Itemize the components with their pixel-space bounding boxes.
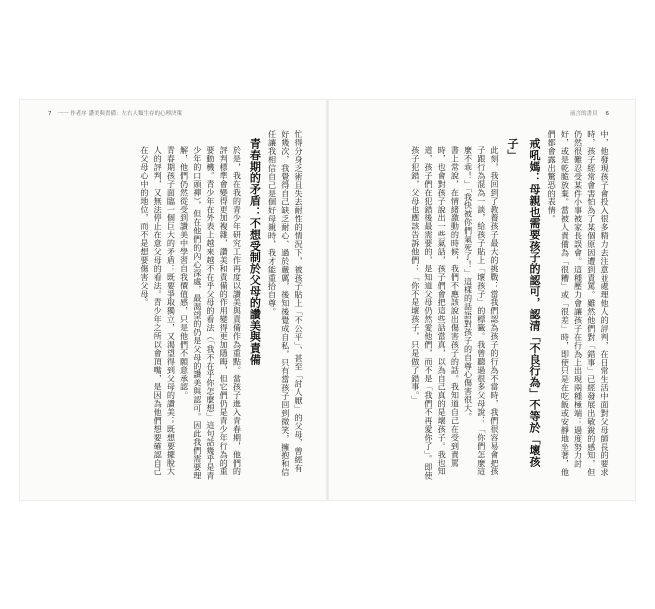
- left-page: [20, 100, 327, 500]
- right-page-body: [349, 130, 611, 480]
- left-page-number: 7: [48, 111, 52, 117]
- right-paragraph-2: 此刻，我回到了教養孩子最大的挑戰：當我們認為孩子的行為不當時，我們很容易會把孩子跟行為混為一談，給孩子貼上「壞孩子」的標籤。我曾聽過很多父母說：「你們怎麼這麼不乖！」「我快被你們氣死了！」這樣的話語對孩子的自尊心傷害很大。: [463, 146, 500, 476]
- left-running-head-text: 一一 作者序 讚美與責備：左右人類生存的心理決策: [57, 111, 182, 117]
- right-running-head-text: 前言的書頁: [569, 111, 598, 117]
- book-spread: [20, 100, 635, 500]
- right-section-heading: 戒吼媽：母親也需要孩子的認可，認清「不良行為」不等於「壞孩子」: [505, 138, 541, 468]
- right-page: [328, 100, 635, 500]
- right-paragraph-3: 書上常說，在情緒激動的時候，我們不應該說出傷害孩子的話。我知道自己在受到責罵時，也會對孩子說出一些氣話，孩子們會把這些話當真，以為自己真的是壞孩子。我也知道，孩子們在犯錯後最需要的，是知道父母仍然愛他們，而不是「我們不再愛你了」。即使孩子犯錯，父母也應該告訴他們：「你不是壞孩子，只是做了錯事。」: [410, 146, 461, 480]
- right-paragraph-1: 中，他發現孩子會投入很多精力去注意並處理他人的評判，在日常生活中面對父母師長的要求時，孩子經常會害怕為了某個原因遭到責罵。雖然他們對「錯事」已經發展出敏銳的感知，但仍然很難忍受某件小事被家長誤會。這種壓力會讓孩子在行為上出現兩種極端：過度努力討好，或是乾脆放棄。當被人責備為「很糟」或「很差」時，即使只是在吃飯或安靜地坐著，他們都會露出驚恐的表情。: [547, 130, 610, 477]
- right-page-number: 6: [605, 111, 609, 117]
- right-running-head: [570, 109, 609, 117]
- left-running-head: [48, 109, 182, 117]
- left-paragraph-1: 忙得分身乏術且失去耐性的情況下，被孩子貼上「不公平」、甚至「討人厭」的父母，曾經有好幾次，我覺得自己缺乏耐心、過於嚴厲，後知後覺成自私，只有當孩子回到微笑，擁抱和信任讓我相信自己是個好母親時，我才能重拾自尊。: [267, 130, 304, 477]
- left-section-heading: 青春期的矛盾：不想受制於父母的讚美與責備: [248, 138, 262, 365]
- left-page-body: [43, 130, 305, 480]
- left-paragraph-2: 於是，我在我的青少年研究工作再度以讚美與責備作為重點。當孩子進入青春期，他們的評判標準會變得更加複雜，讚美和責備的作用變得更加隱晦，但它們仍是青少年行為的重要動機。青少年在外表上越來越不在乎父母的看法（「我不在乎你怎麼想」這句話幾乎是青少年的口頭禪），但在他們的內心深處，最渴望的仍是父母的讚美與認可。因此我們需要理解，他們仍然從受到讚美中學習自我價值感，只是他們不願意承認。: [179, 146, 243, 480]
- left-paragraph-3: 青春期孩子面臨一個巨大的矛盾：既要爭取獨立，又渴望得到父母的讚美；既想要擺脫大人的評判，又無法停止在意父母的看法。青少年之所以會頂嘴，是因為他們想要確認自己在父母心中的地位，而不是想要傷害父母。: [139, 146, 177, 476]
